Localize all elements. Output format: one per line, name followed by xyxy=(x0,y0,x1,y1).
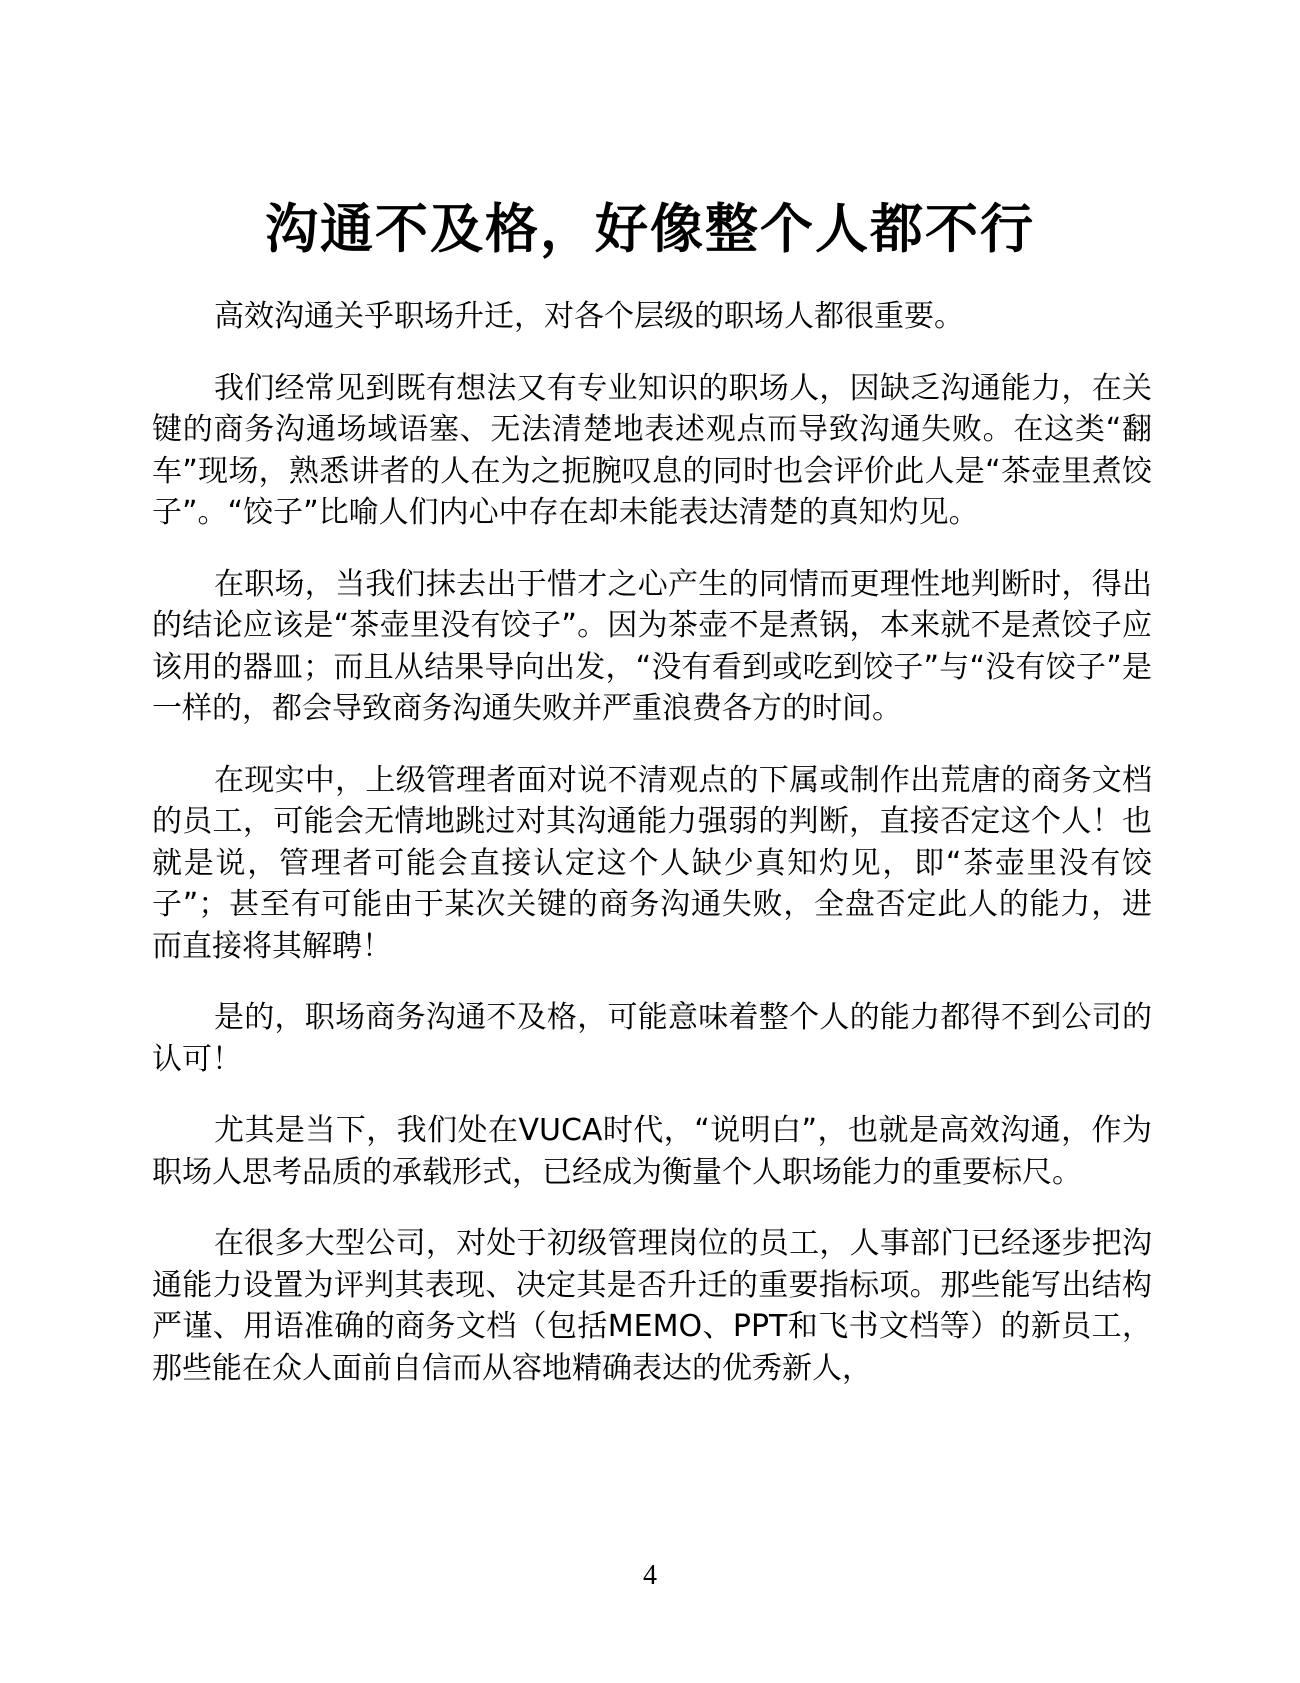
paragraph: 尤其是当下，我们处在VUCA时代，“说明白”，也就是高效沟通，作为职场人思考品质的承载形式，已经成为衡量个人职场能力的重要标尺。 xyxy=(152,1113,1152,1190)
paragraph: 在现实中，上级管理者面对说不清观点的下属或制作出荒唐的商务文档的员工，可能会无情地跳过对其沟通能力强弱的判断，直接否定这个人！也就是说，管理者可能会直接认定这个人缺少真知灼见，即“茶壶里没有饺子”；甚至有可能由于某次关键的商务沟通失败，全盘否定此人的能力，进而直接将其解聘！ xyxy=(152,762,1152,964)
paragraph: 高效沟通关乎职场升迁，对各个层级的职场人都很重要。 xyxy=(214,299,964,334)
page-number: 4 xyxy=(643,1560,657,1591)
body-text xyxy=(152,296,1152,1419)
paragraph: 在职场，当我们抹去出于惜才之心产生的同情而更理性地判断时，得出的结论应该是“茶壶里没有饺子”。因为茶壶不是煮锅，本来就不是煮饺子应该用的器皿；而且从结果导向出发，“没有看到或吃到饺子”与“没有饺子”是一样的，都会导致商务沟通失败并严重浪费各方的时间。 xyxy=(152,566,1152,726)
paragraph: 我们经常见到既有想法又有专业知识的职场人，因缺乏沟通能力，在关键的商务沟通场域语塞、无法清楚地表述观点而导致沟通失败。在这类“翻车”现场，熟悉讲者的人在为之扼腕叹息的同时也会评价此人是“茶壶里煮饺子”。“饺子”比喻人们内心中存在却未能表达清楚的真知灼见。 xyxy=(152,370,1152,530)
paragraph: 是的，职场商务沟通不及格，可能意味着整个人的能力都得不到公司的认可！ xyxy=(152,1000,1152,1077)
page-title: 沟通不及格，好像整个人都不行 xyxy=(265,199,1035,260)
paragraph: 在很多大型公司，对处于初级管理岗位的员工，人事部门已经逐步把沟通能力设置为评判其表现、决定其是否升迁的重要指标项。那些能写出结构严谨、用语准确的商务文档（包括MEMO、PPT和飞书文档等）的新员工，那些能在众人面前自信而从容地精确表达的优秀新人， xyxy=(152,1226,1152,1386)
